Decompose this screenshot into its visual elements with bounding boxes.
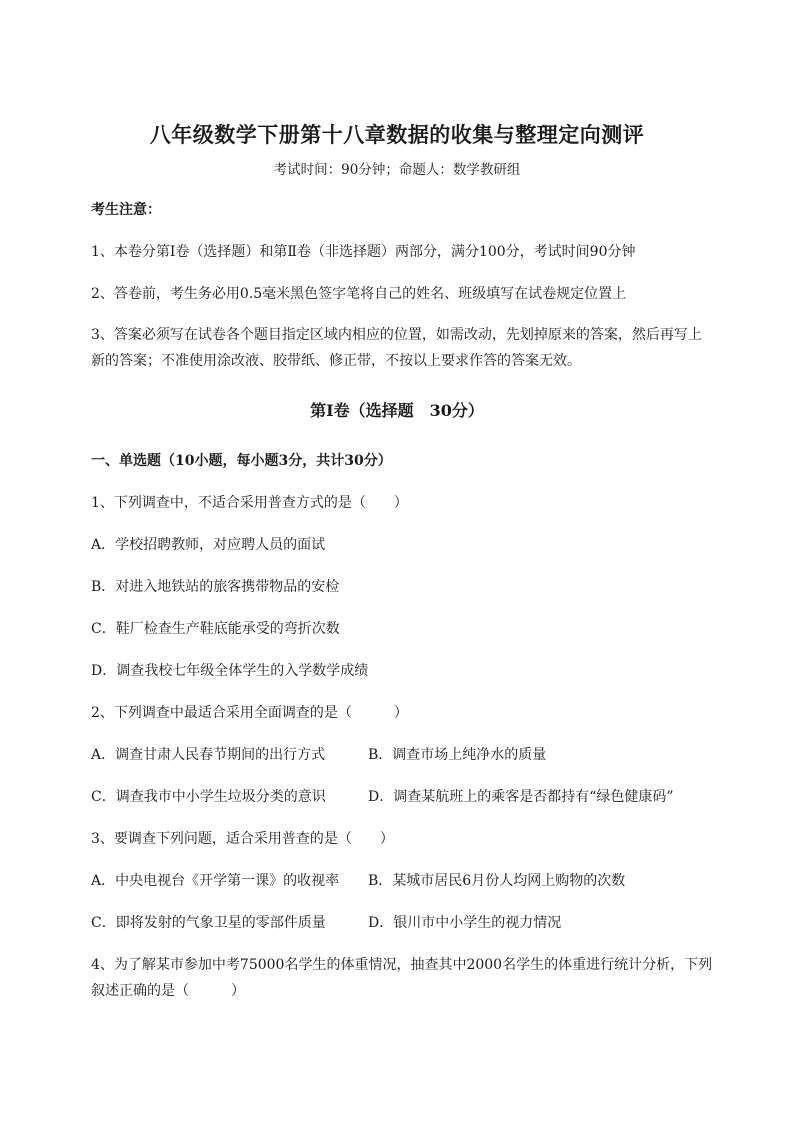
section-title: 第I卷（选择题 30分）	[310, 401, 484, 420]
page-title: 八年级数学下册第十八章数据的收集与整理定向测评	[149, 122, 645, 147]
question-3-option-d: D．银川市中小学生的视力情况	[368, 915, 562, 931]
question-2-stem: 2、下列调查中最适合采用全面调查的是（ ）	[91, 705, 408, 721]
notice-item-3: 3、答案必须写在试卷各个题目指定区域内相应的位置，如需改动，先划掉原来的答案，然后再写上新的答案；不准使用涂改液、胶带纸、修正带，不按以上要求作答的答案无效。	[91, 327, 702, 369]
notice-heading: 考生注意：	[91, 202, 161, 218]
question-1-option-b: B．对进入地铁站的旅客携带物品的安检	[91, 579, 340, 595]
question-3-option-c: C．即将发射的气象卫星的零部件质量	[91, 915, 326, 931]
question-1-option-a: A．学校招聘教师，对应聘人员的面试	[91, 537, 326, 553]
question-3-option-a: A．中央电视台《开学第一课》的收视率	[91, 873, 340, 889]
exam-subtitle: 考试时间：90分钟；命题人：数学教研组	[273, 162, 521, 178]
question-3-option-b: B．某城市居民6月份人均网上购物的次数	[368, 873, 626, 889]
question-1-option-d: D．调查我校七年级全体学生的入学数学成绩	[91, 663, 369, 679]
question-4-stem: 4、为了解某市参加中考75000名学生的体重情况，抽查其中2000名学生的体重进行统计分析，下列叙述正确的是（ ）	[91, 957, 713, 999]
question-2-option-c: C．调查我市中小学生垃圾分类的意识	[91, 789, 326, 805]
notice-item-1: 1、本卷分第I卷（选择题）和第Ⅱ卷（非选择题）两部分，满分100分，考试时间90分钟	[91, 244, 636, 260]
notice-item-2: 2、答卷前，考生务必用0.5毫米黑色签字笔将自己的姓名、班级填写在试卷规定位置上	[91, 286, 627, 302]
question-3-stem: 3、要调查下列问题，适合采用普查的是（ ）	[91, 831, 394, 847]
question-1-stem: 1、下列调查中，不适合采用普查方式的是（ ）	[91, 495, 408, 511]
question-2-option-b: B．调查市场上纯净水的质量	[368, 747, 547, 763]
part-heading: 一、单选题（10小题，每小题3分，共计30分）	[91, 453, 392, 469]
question-2-option-d: D．调查某航班上的乘客是否都持有“绿色健康码”	[368, 789, 674, 805]
question-1-option-c: C．鞋厂检查生产鞋底能承受的弯折次数	[91, 621, 340, 637]
question-2-option-a: A．调查甘肃人民春节期间的出行方式	[91, 747, 326, 763]
